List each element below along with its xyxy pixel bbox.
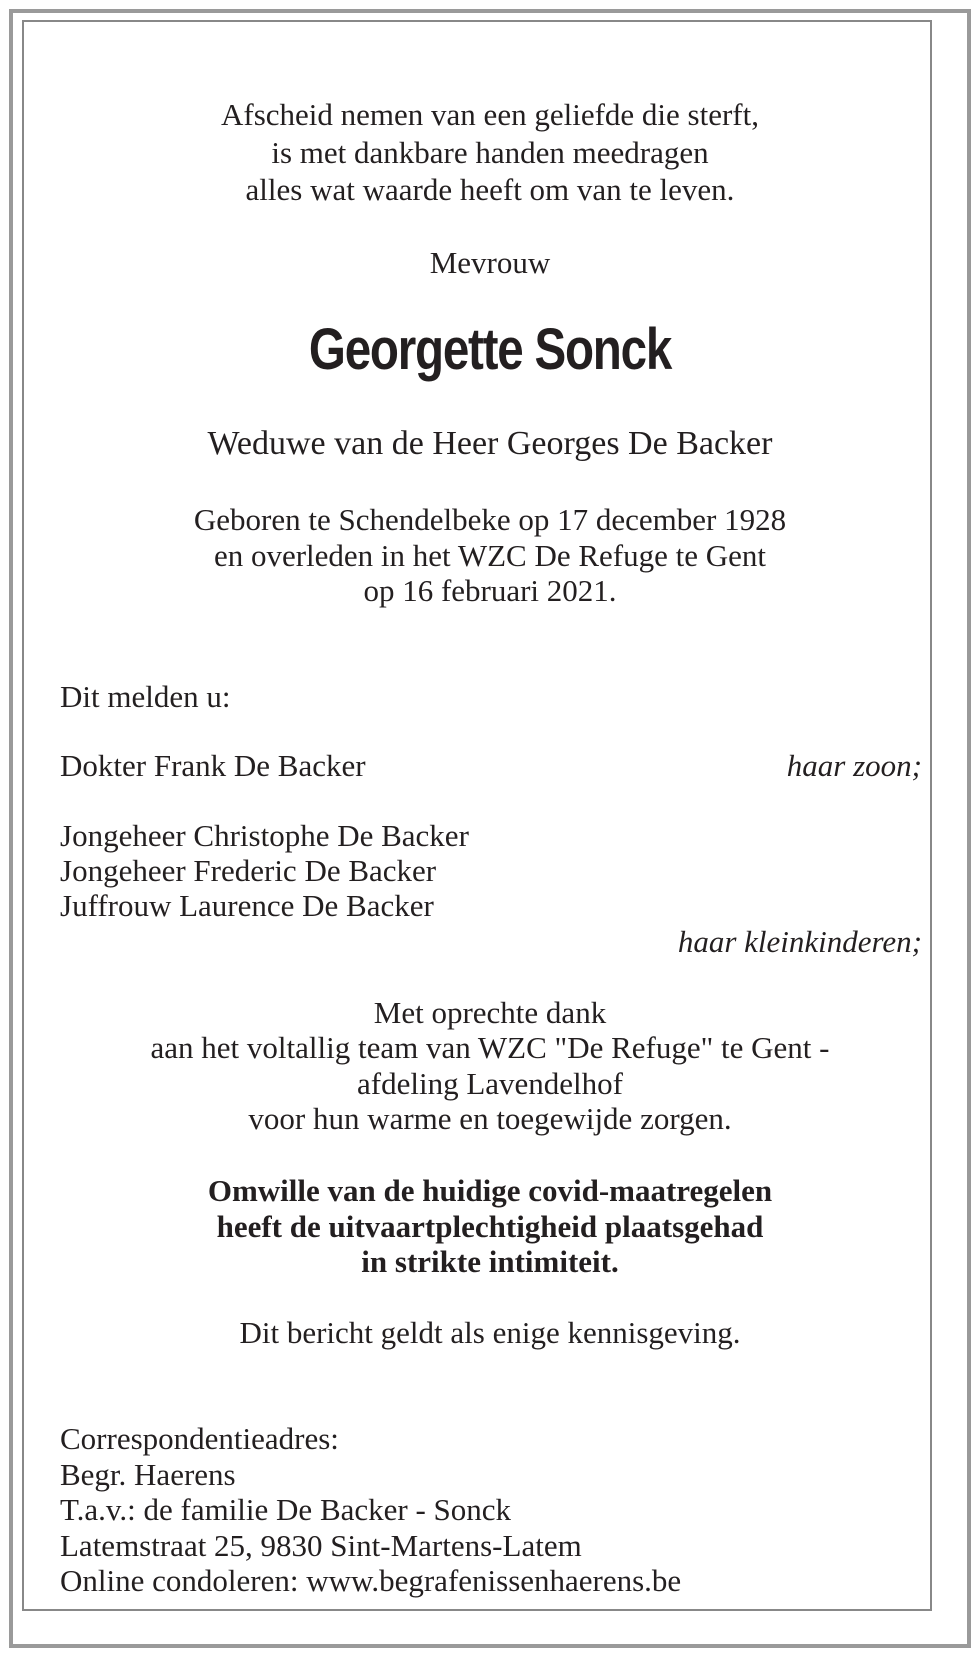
salutation: Mevrouw — [429, 245, 551, 280]
widow-line: Weduwe van de Heer Georges De Backer — [207, 425, 773, 462]
birth-death-line: en overleden in het WZC De Refuge te Gent — [213, 538, 767, 573]
correspondence-line: Correspondentieadres: — [60, 1421, 339, 1456]
grandchild-name: Juffrouw Laurence De Backer — [60, 888, 434, 923]
thanks-line: aan het voltallig team van WZC "De Refuge" te Gent - — [150, 1030, 830, 1065]
thanks-line: voor hun warme en toegewijde zorgen. — [248, 1101, 732, 1136]
thanks-line: Met oprechte dank — [373, 995, 607, 1030]
birth-death-line: op 16 februari 2021. — [363, 573, 617, 608]
covid-notice-line: Omwille van de huidige covid-maatregelen — [207, 1173, 773, 1208]
deceased-name: Georgette Sonck — [308, 317, 672, 382]
announce-intro: Dit melden u: — [60, 679, 231, 714]
grandchild-name: Jongeheer Christophe De Backer — [60, 818, 469, 853]
covid-notice-line: in strikte intimiteit. — [361, 1244, 619, 1279]
thanks-line: afdeling Lavendelhof — [357, 1066, 623, 1101]
grandchild-name: Jongeheer Frederic De Backer — [60, 853, 437, 888]
poem-line: alles wat waarde heeft om van te leven. — [245, 172, 735, 207]
sole-notice: Dit bericht geldt als enige kennisgeving. — [239, 1315, 741, 1350]
condolence-link[interactable]: Online condoleren: www.begrafenissenhaerens.be — [60, 1563, 682, 1598]
correspondence-line: Begr. Haerens — [60, 1457, 236, 1492]
son-name: Dokter Frank De Backer — [60, 748, 366, 783]
correspondence-line: T.a.v.: de familie De Backer - Sonck — [60, 1492, 512, 1527]
correspondence-line: Latemstraat 25, 9830 Sint-Martens-Latem — [60, 1528, 582, 1563]
covid-notice-line: heeft de uitvaartplechtigheid plaatsgehad — [216, 1209, 764, 1244]
poem-line: Afscheid nemen van een geliefde die sterft, — [221, 97, 759, 132]
poem-line: is met dankbare handen meedragen — [271, 135, 709, 170]
birth-death-line: Geboren te Schendelbeke op 17 december 1928 — [193, 502, 787, 537]
grandchildren-relation: haar kleinkinderen; — [677, 924, 922, 959]
son-relation: haar zoon; — [786, 748, 922, 783]
